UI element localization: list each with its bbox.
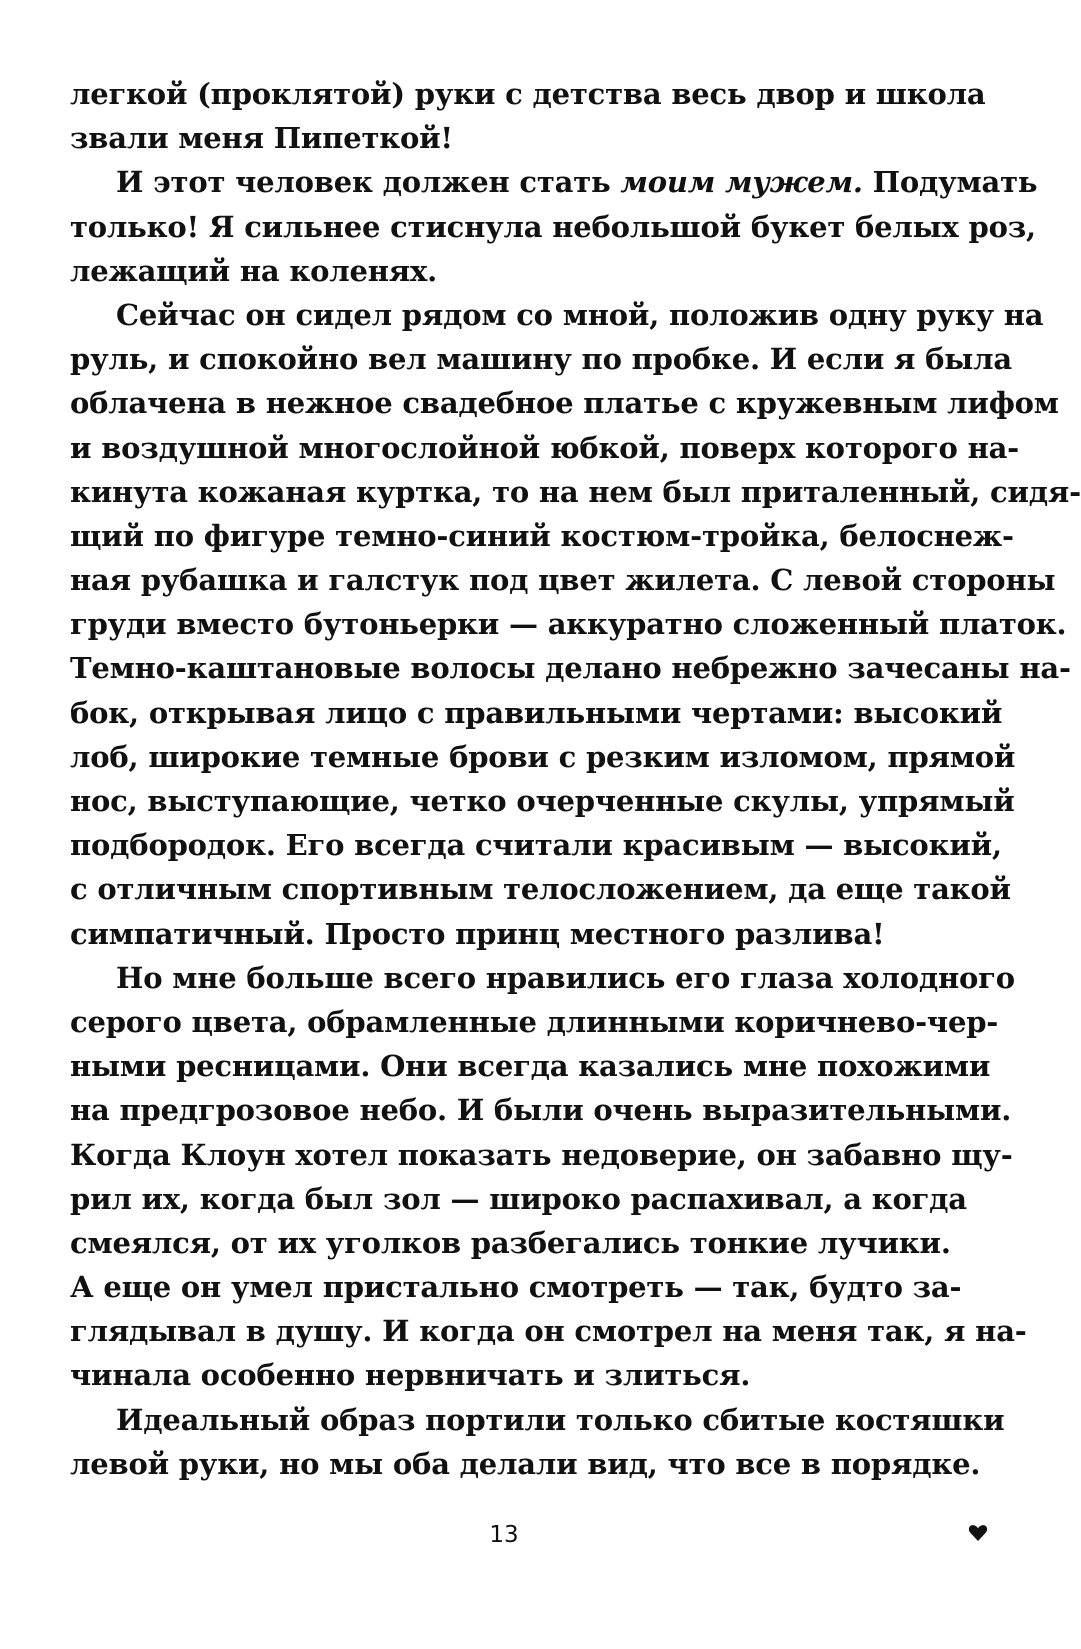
heart-icon [968,1523,988,1543]
text-line: рил их, когда был зол — широко распахивал, а когда [70,1181,967,1216]
text-line: Но мне больше всего нравились его глаза холодного [116,960,1015,995]
book-page [70,0,1081,1649]
text-line: звали меня Пипеткой! [70,121,453,156]
text-line: кинута кожаная куртка, то на нем был приталенный, сидя- [70,474,1081,509]
text-line: груди вместо бутоньерки — аккуратно сложенный платок. [70,607,1067,642]
text-fragment: И этот человек должен стать [116,165,621,200]
text-line: глядывал в душу. И когда он смотрел на меня так, я на- [70,1314,1027,1349]
emphasized-text: моим мужем. [620,165,863,200]
page-number: 13 [489,1522,519,1548]
text-line: серого цвета, обрамленные длинными коричнево-чер- [70,1004,999,1039]
page-text [70,72,1081,1486]
text-line: Сейчас он сидел рядом со мной, положив одну руку на [116,297,1044,332]
text-line: Темно-каштановые волосы делано небрежно зачесаны на- [70,651,1071,686]
text-line: смеялся, от их уголков разбегались тонкие лучики. [70,1225,951,1260]
text-line: чинала особенно нервничать и злиться. [70,1358,751,1393]
text-line: Идеальный образ портили только сбитые костяшки [116,1402,1005,1437]
text-line-with-emphasis [70,160,1038,204]
text-line: бок, открывая лицо с правильными чертами: высокий [70,695,1003,730]
text-line: легкой (проклятой) руки с детства весь двор и школа [70,77,986,111]
text-line: щий по фигуре темно-синий костюм-тройка, белоснеж- [70,518,1014,553]
text-line: только! Я сильнее стиснула небольшой букет белых роз, [70,209,1036,244]
text-line: ными ресницами. Они всегда казались мне похожими [70,1049,991,1084]
text-line: облачена в нежное свадебное платье с кружевным лифом [70,386,1059,421]
text-line: и воздушной многослойной юбкой, поверх которого на- [70,430,1020,465]
text-line: Когда Клоун хотел показать недоверие, он забавно щу- [70,1137,1013,1172]
text-line: левой руки, но мы оба делали вид, что все в порядке. [70,1446,981,1481]
text-line: лежащий на коленях. [70,253,437,288]
text-line: А еще он умел пристально смотреть — так, будто за- [70,1270,962,1305]
text-fragment: Подумать [862,165,1038,200]
text-line: с отличным спортивным телосложением, да еще такой [70,872,1011,907]
text-line: лоб, широкие темные брови с резким изломом, прямой [70,739,1016,774]
text-line: нос, выступающие, четко очерченные скулы, упрямый [70,784,1015,818]
text-line: руль, и спокойно вел машину по пробке. И если я была [70,342,1013,377]
text-line: подбородок. Его всегда считали красивым — высокий, [70,828,1002,863]
text-line: симпатичный. Просто принц местного разлива! [70,916,885,951]
text-line: на предгрозовое небо. И были очень выразительными. [70,1093,1012,1128]
text-line: ная рубашка и галстук под цвет жилета. С левой стороны [70,563,1056,598]
